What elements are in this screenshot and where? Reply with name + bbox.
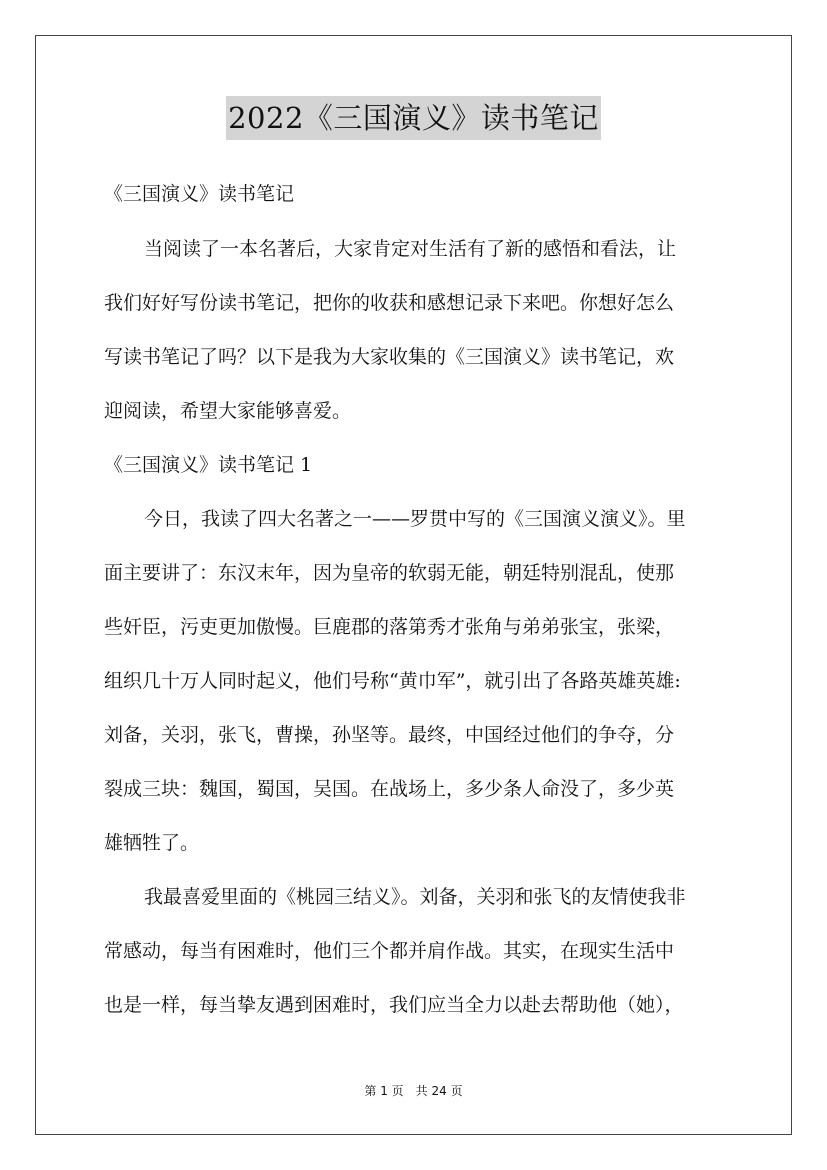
paragraph-line: 些奸臣，污吏更加傲慢。巨鹿郡的落第秀才张角与弟弟张宝，张梁， [104, 616, 675, 638]
paragraph-line: 也是一样，每当挚友遇到困难时，我们应当全力以赴去帮助他（她）， [104, 994, 684, 1016]
section-heading: 《三国演义》读书笔记 [104, 183, 295, 205]
paragraph-line: 我们好好写份读书笔记，把你的收获和感想记录下来吧。你想好怎么 [104, 292, 675, 314]
paragraph-line: 今日，我读了四大名著之一——罗贯中写的《三国演义演义》。里 [144, 508, 686, 530]
paragraph-line: 面主要讲了：东汉末年，因为皇帝的软弱无能，朝廷特别混乱，使那 [104, 562, 675, 584]
paragraph-line: 刘备，关羽，张飞，曹操，孙坚等。最终，中国经过他们的争夺，分 [104, 724, 675, 746]
section-heading: 《三国演义》读书笔记 1 [104, 454, 313, 476]
paragraph-line: 写读书笔记了吗？以下是我为大家收集的《三国演义》读书笔记，欢 [104, 346, 675, 368]
paragraph-line: 雄牺牲了。 [104, 832, 200, 854]
document-title: 2022《三国演义》读书笔记 [226, 96, 601, 140]
page-number: 第 1 页 共 24 页 [364, 1084, 463, 1098]
paragraph-line: 我最喜爱里面的《桃园三结义》。刘备，关羽和张飞的友情使我非 [144, 886, 686, 908]
title-container [0, 96, 827, 140]
paragraph-line: 裂成三块：魏国，蜀国，吴国。在战场上，多少条人命没了，多少英 [104, 778, 675, 800]
paragraph-line: 迎阅读，希望大家能够喜爱。 [104, 400, 352, 422]
paragraph-line: 当阅读了一本名著后，大家肯定对生活有了新的感悟和看法，让 [144, 238, 677, 260]
paragraph-line: 常感动，每当有困难时，他们三个都并肩作战。其实，在现实生活中 [104, 940, 675, 962]
paragraph-line: 组织几十万人同时起义，他们号称“黄巾军”，就引出了各路英雄英雄: [104, 670, 681, 692]
